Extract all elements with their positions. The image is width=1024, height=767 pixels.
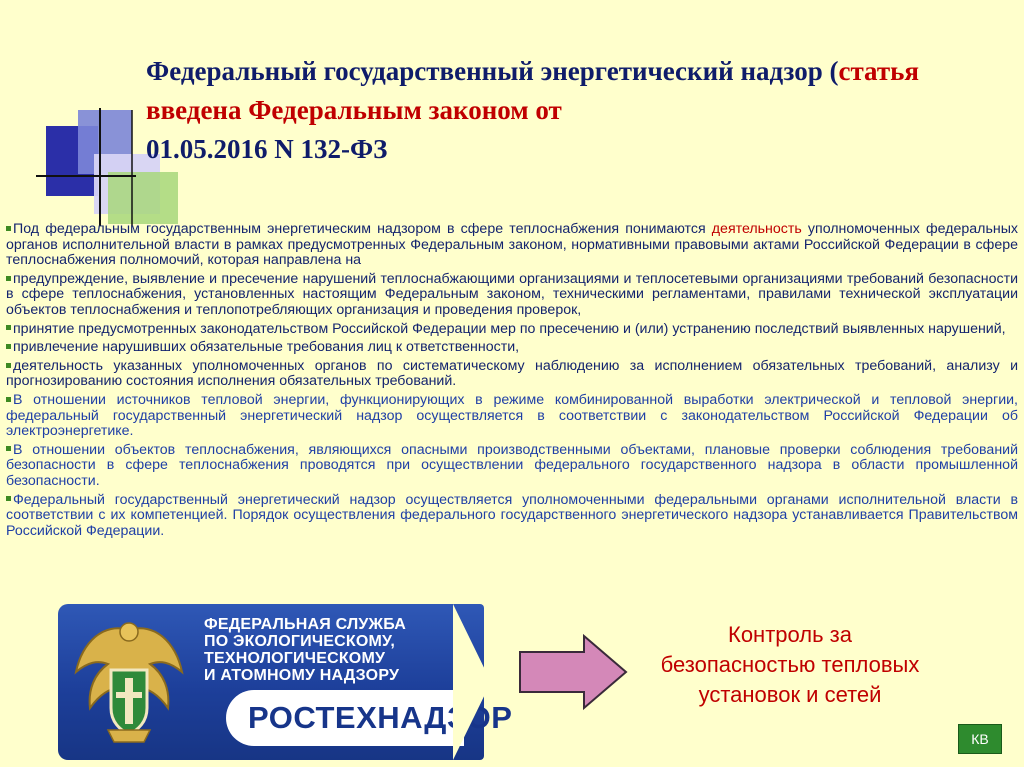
eagle-emblem-icon (64, 612, 194, 752)
banner-agency-name: РОСТЕХНАДЗОР (248, 700, 513, 735)
rostekhnadzor-banner (58, 604, 513, 760)
bullet-icon (6, 344, 11, 349)
bullet-icon (6, 446, 11, 451)
bullet-icon (6, 226, 11, 231)
body-text (6, 222, 1018, 542)
paragraph-3: принятие предусмотренных законодательством Российской Федерации мер по пресечению и (или) устранению последствий выявленных нарушений, (6, 322, 1018, 338)
banner-service-name: ФЕДЕРАЛЬНАЯ СЛУЖБА ПО ЭКОЛОГИЧЕСКОМУ, ТЕХНОЛОГИЧЕСКОМУ И АТОМНОМУ НАДЗОРУ (204, 616, 407, 684)
title-part1: Федеральный государственный энергетический надзор ( (146, 56, 839, 86)
paragraph-5: деятельность указанных уполномоченных органов по систематическому наблюдению за исполнением обязательных требований, анализу и прогнозированию состояния исполнения обязательных требований. (6, 357, 1018, 390)
banner-arrow-tip (453, 604, 491, 760)
bullet-icon (6, 363, 11, 368)
paragraph-6: В отношении источников тепловой энергии, функционирующих в режиме комбинированной выработки электрической и тепловой энергии, федеральный государственный энергетический надзор осуществляется в соответствии с законодательством Российской Федерации об электроэнергетике. (6, 391, 1018, 440)
paragraph-4: привлечение нарушивших обязательные требования лиц к ответственности, (6, 340, 1018, 356)
right-arrow-icon (518, 634, 630, 710)
paragraph-8: Федеральный государственный энергетический надзор осуществляется уполномоченными федеральными органами исполнительной власти в соответствии с их компетенцией. Порядок осуществления федерального государственного энергетического надзора устанавливается Правительством Российской Федерации. (6, 491, 1018, 539)
callout-text: Контроль за безопасностью тепловых установок и сетей (660, 622, 920, 707)
paragraph-1: Под федеральным государственным энергетическим надзором в сфере теплоснабжения понимаются деятельность уполномоченных федеральных органов исполнительной власти в рамках предусмотренных Федеральным законом, нормативными правовыми актами Российской Федерации в сфере теплоснабжения полномочий, которая направлена на (6, 221, 1018, 269)
bullet-icon (6, 325, 11, 330)
paragraph-2: предупреждение, выявление и пресечение нарушений теплоснабжающими организациями и теплосетевыми организациями требований безопасности в сфере теплоснабжения, установленных настоящим Федеральным законом, техническими регламентами, правилами технической эксплуатации объектов теплоснабжения и теплопотребляющих организация и проведения проверок, (6, 270, 1018, 318)
bullet-icon (6, 496, 11, 501)
bullet-icon (6, 397, 11, 402)
title-part2: статья введена Федеральным законом от (146, 56, 919, 125)
slide-title (146, 52, 986, 169)
corner-button[interactable]: КВ (958, 724, 1002, 754)
paragraph-7: В отношении объектов теплоснабжения, являющихся опасными производственными объектами, плановые проверки соблюдения требований безопасности в сфере теплоснабжения проводятся при осуществлении федерального государственного надзора в области промышленной безопасности. (6, 441, 1018, 489)
title-part3: 01.05.2016 N 132-ФЗ (146, 134, 388, 164)
bullet-icon (6, 276, 11, 281)
